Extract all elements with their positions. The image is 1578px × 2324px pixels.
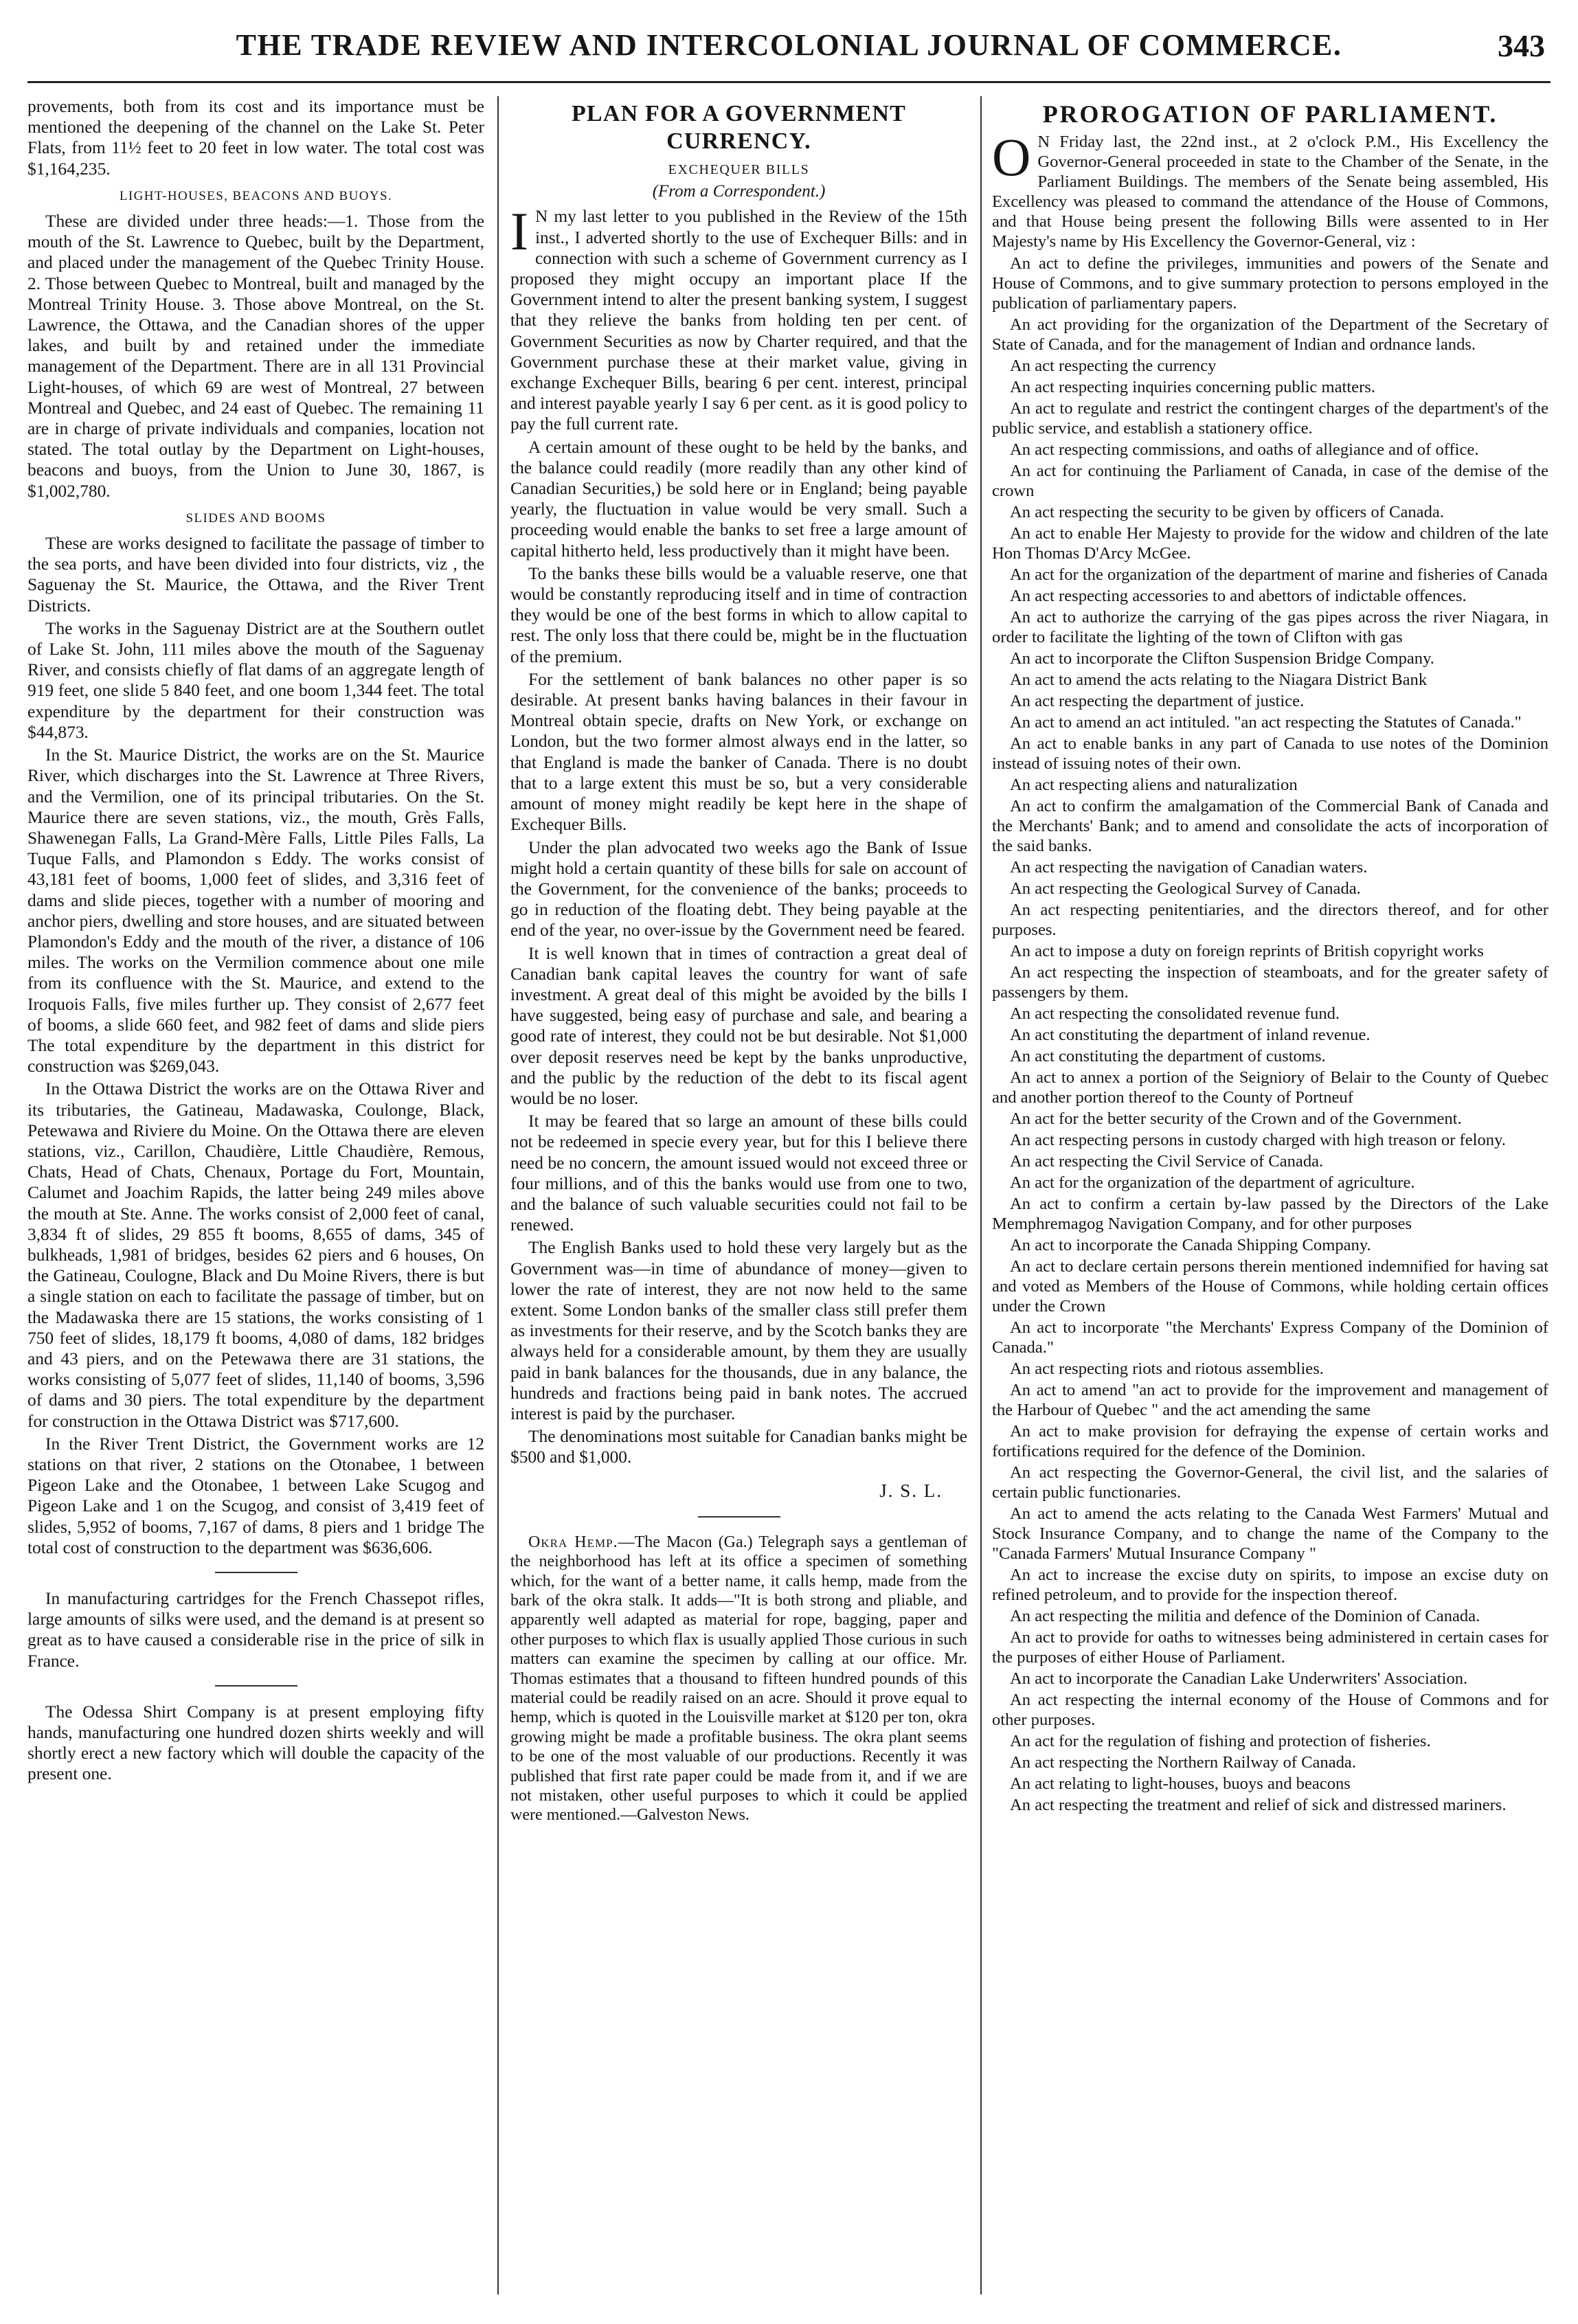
paragraph [992,127,1548,251]
act-item: An act to annex a portion of the Seigniory of Belair to the County of Quebec and another portion thereof to the County of Portneuf [992,1068,1548,1107]
act-item: An act to increase the excise duty on spirits, to impose an excise duty on refined petroleum, and to provide for the inspection thereof. [992,1566,1548,1604]
act-item: An act to authorize the carrying of the gas pipes across the river Niagara, in order to facilitate the lighting of the town of Clifton with gas [992,608,1548,646]
paragraph: To the banks these bills would be a valuable reserve, one that would be constantly reproducing itself and in time of contraction they would be one of the best forms in which to allow capital to rest. The only loss that there could be, might be in the fluctuation of the premium. [510,563,967,666]
byline: (From a Correspondent.) [652,182,826,201]
act-item: An act to provide for oaths to witnesses being administered in certain cases for the purposes of either House of Parliament. [992,1628,1548,1667]
paragraph: It is well known that in times of contraction a great deal of Canadian bank capital leaves the country for want of safe investment. A great deal of this might be avoided by the bills I have suggested, being easy of purchase and sale, and bearing a good rate of interest, they could not be but desirable. Not $1,000 over deposit reserves need be kept by the banks unproductive, and the public by the reduction of the debt to its fiscal agent would be no loser. [510,943,967,1108]
paragraph: The denominations most suitable for Canadian banks might be $500 and $1,000. [510,1427,967,1467]
act-item: An act respecting the Governor-General, the civil list, and the salaries of certain public functionaries. [992,1463,1548,1502]
act-item: An act to amend "an act to provide for the improvement and management of the Harbour of Quebec " and the act amending the same [992,1381,1548,1419]
act-item: An act respecting persons in custody charged with high treason or felony. [1010,1131,1506,1149]
signature: J. S. L. [879,1480,943,1501]
column-divider [980,96,982,2294]
paragraph: provements, both from its cost and its importance must be mentioned the deepening of the channel on the Lake St. Peter Flats, from 11½ feet to 20 feet in low water. The total cost was $1,164,235. [27,97,484,179]
act-item: An act respecting the consolidated revenue fund. [1010,1004,1340,1023]
paragraph-text: N my last letter to you published in the Review of the 15th inst., I adverted shortly to the use of Exchequer Bills: and in connection with such a scheme of Government currency as I proposed they might occupy an important place If the Government intend to alter the present banking system, I suggest that they relieve the banks from holding ten per cent. of Government Securities as now by Charter required, and that the Government purchase these at their market value, giving in exchange Exchequer Bills, bearing 6 per cent. interest, principal and interest payable yearly I say 6 per cent. as it is good policy to pay the full current rate. [510,207,967,434]
act-item: An act relating to light-houses, buoys and beacons [1010,1774,1351,1793]
paragraph: In the Ottawa District the works are on the Ottawa River and its tributaries, the Gatineau, Madawaska, Coulonge, Black, Petewawa and Riviere du Moine. On the Ottawa there are eleven stations, viz., Carillon, Chaudière, Little Chaudière, Remous, Chats, Head of Chats, Chenaux, Portage du Fort, Mountain, Calumet and Joachim Rapids, the latter being 249 miles above the mouth at Ste. Anne. The works consist of 2,000 feet of canal, 3,834 ft of slides, 29 855 ft booms, 8,655 of dams, 345 of bulkheads, 1,981 of bridges, besides 62 piers and 6 houses, On the Gatineau, Coulogne, Black and Du Moine Rivers, there is but a single station on each to facilitate the passage of timber, but on the Madawaska there are 15 stations, the works consisting of 1 750 feet of slides, 18,179 ft booms, 4,080 of dams, 182 bridges and 43 piers, and on the Petewawa there are 31 stations, the works consisting of 5,077 feet of slides, 11,140 of booms, 3,596 of dams and 30 piers. The total expenditure by the department for construction in the Ottawa District was $717,600. [27,1079,484,1431]
act-item: An act respecting the internal economy of the House of Commons and for other purposes. [992,1691,1548,1729]
act-item: An act respecting commissions, and oaths of allegiance and of office. [1010,440,1479,459]
separator-rule [698,1516,780,1518]
paragraph: In the River Trent District, the Government works are 12 stations on that river, 2 stations on the Otonabee, 1 between Pigeon Lake and the Otonabee, 1 between Lake Scugog and Pigeon Lake and 1 on the Scugog, and consist of 3,419 feet of slides, 5,952 of booms, 7,167 of dams, 8 piers and 1 bridge The total cost of construction to the department was $636,606. [27,1434,484,1557]
act-item: An act respecting riots and riotous assemblies. [1010,1360,1324,1378]
header-rule [27,81,1551,83]
paragraph: In the St. Maurice District, the works are on the St. Maurice River, which discharges into the St. Lawrence at Three Rivers, and the Vermilion, one of its principal tributaries. On the St. Maurice there are seven stations, viz., the mouth, Grès Falls, Shawenegan Falls, La Grand-Mère Falls, Little Piles Falls, La Tuque Falls, and Plamondon s Eddy. The works consist of 43,181 feet of booms, 1,000 feet of slides, and 3,316 feet of dams and slide pieces, together with a number of mooring and anchor piers, dwelling and store houses, and are situated between Plamondon's Eddy and the mouth of the river, a distance of 106 miles. The works on the Vermilion commence about one mile from its confluence with the St. Maurice, and extend to the Iroquois Falls, five miles further up. They consist of 2,677 feet of booms, a slide 660 feet, and 982 feet of dams and slide piers The total expenditure by the department in this district for construction was $269,043. [27,745,484,1076]
act-item: An act to confirm the amalgamation of the Commercial Bank of Canada and the Merchants' Bank; and to amend and consolidate the acts of incorporation of the said banks. [992,797,1548,855]
paragraph: The English Banks used to hold these very largely but as the Government was—in time of abundance of money—given to lower the rate of interest, they are not now held to the same extent. Some London banks of the smaller class still prefer them as investments for their reserve, and by the Scotch banks they are always held for a considerable amount, by them they are usually paid in bank balances for the thousands, due in any balance, the hundreds and fractions being paid in bank notes. The accrued interest is paid by the purchaser. [510,1238,967,1423]
act-item: An act to amend an act intituled. "an act respecting the Statutes of Canada." [1010,713,1522,732]
masthead [0,27,1578,89]
act-item: An act to declare certain persons therein mentioned indemnified for having sat and voted as Members of the House of Commons, while holding certain offices under the Crown [992,1257,1548,1316]
act-item: An act to incorporate the Canadian Lake Underwriters' Association. [1010,1669,1468,1688]
news-item: In manufacturing cartridges for the French Chassepot rifles, large amounts of silks were used, and the demand is at present so great as to have caused a considerable rise in the price of silk in France. [27,1589,484,1671]
act-item: An act respecting the Northern Railway of Canada. [1010,1753,1356,1772]
act-item: An act to define the privileges, immunities and powers of the Senate and House of Commons, and to give summary protection to persons employed in the publication of parliamentary papers. [992,254,1548,313]
paragraph [510,201,967,434]
page-number: 343 [1498,28,1545,63]
act-item: An act to impose a duty on foreign reprints of British copyright works [1010,942,1484,960]
section-subheading: LIGHT-HOUSES, BEACONS AND BUOYS. [119,188,393,203]
paragraph: The works in the Saguenay District are at the Southern outlet of Lake St. John, 111 miles above the mouth of the Saguenay River, and consists chiefly of flat dams of an aggregate length of 919 feet, one slide 5 840 feet, and one boom 1,344 feet. The total expenditure by the department for their construction was $44,873. [27,618,484,742]
act-item: An act to make provision for defraying the expense of certain works and fortifications required for the defence of the Dominion. [992,1422,1548,1460]
act-item: An act providing for the organization of the Department of the Secretary of State of Canada, and for the management of Indian and ordnance lands. [992,315,1548,354]
act-item: An act for the organization of the department of agriculture. [1010,1173,1415,1192]
act-item: An act respecting the militia and defence of the Dominion of Canada. [1010,1607,1480,1625]
act-item: An act respecting the Geological Survey of Canada. [1010,879,1361,898]
act-item: An act respecting inquiries concerning public matters. [1010,378,1376,396]
act-item: An act to enable banks in any part of Canada to use notes of the Dominion instead of issuing notes of their own. [992,734,1548,773]
act-item: An act respecting the treatment and relief of sick and distressed mariners. [1010,1796,1507,1814]
separator-rule [215,1572,297,1573]
item-lead: Okra Hemp. [528,1533,618,1551]
column-divider [497,96,499,2294]
journal-title: THE TRADE REVIEW AND INTERCOLONIAL JOURNAL OF COMMERCE. [236,28,1342,62]
act-item: An act to incorporate "the Merchants' Express Company of the Dominion of Canada." [992,1318,1548,1357]
article-subheading: EXCHEQUER BILLS [668,162,810,177]
act-item: An act respecting penitentiaries, and the directors thereof, and for other purposes. [992,901,1548,939]
news-item [510,1533,967,1825]
paragraph: It may be feared that so large an amount of these bills could not be redeemed in specie every year, but for this I believe there need be no concern, the amount issued would not exceed three or four millions, and of this the banks would use from one to two, and the balance of such valuable securities could not fail to be renewed. [510,1112,967,1235]
act-item: An act to amend the acts relating to the Canada West Farmers' Mutual and Stock Insurance Company, and to change the name of the Company to the "Canada Farmers' Mutual Insurance Company " [992,1504,1548,1563]
act-item: An act to incorporate the Clifton Suspension Bridge Company. [1010,649,1434,668]
act-item: An act to enable Her Majesty to provide for the widow and children of the late Hon Thomas D'Arcy McGee. [992,524,1548,563]
drop-cap: O [992,127,1031,187]
paragraph: For the settlement of bank balances no other paper is so desirable. At present banks having balances in their favour in Montreal obtain specie, drafts on New York, or exchange on London, but the two former almost always end in the latter, so that England is made the banker of Canada. There is no doubt that to a large extent this must be so, but a very considerable amount of money might readily be kept here in the shape of Exchequer Bills. [510,669,967,835]
act-item: An act to amend the acts relating to the Niagara District Bank [1010,670,1428,689]
article-heading: PROROGATION OF PARLIAMENT. [1042,100,1498,128]
paragraph: These are divided under three heads:—1. Those from the mouth of the St. Lawrence to Quebec, built by the Department, and placed under the management of the Quebec Trinity House. 2. Those between Quebec to Montreal, built and managed by the Montreal Trinity House. 3. Those above Montreal, on the St. Lawrence, the Ottawa, and the Canadian shores of the upper lakes, and built by and retained under the immediate management of the Department. There are in all 131 Provincial Light-houses, of which 69 are west of Montreal, 27 between Montreal and Quebec, and 24 east of Quebec. The remaining 11 are in charge of private individuals and companies, location not stated. The total outlay by the Department on Light-houses, beacons and buoys, from the Union to June 30, 1867, is $1,002,780. [27,212,484,501]
act-item: An act respecting the currency [1010,357,1217,375]
item-text: —The Macon (Ga.) Telegraph says a gentleman of the neighborhood has left at its office a specimen of something which, for the want of a better name, it calls hemp, made from the bark of the okra stalk. It adds—"It is both strong and pliable, and apparently well adapted as material for rope, bagging, paper and other purposes to which flax is usually applied Those curious in such matters can examine the specimen by calling at our office. Mr. Thomas estimates that a thousand to fifteen hundred pounds of this material could be readily raised on an acre. Should it prove equal to hemp, which is quoted in the Louisville market at $120 per ton, okra growing might be made a profitable business. The okra plant seems to be one of the most valuable of our productions. Recently it was published that first rate paper could be made from it, and if we are not mistaken, other useful purposes to which it could be applied were mentioned.—Galveston News. [510,1533,967,1825]
separator-rule [215,1685,297,1686]
act-item: An act respecting accessories to and abettors of indictable offences. [1010,587,1467,605]
act-item: An act to confirm a certain by-law passed by the Directors of the Lake Memphremagog Navigation Company, and for other purposes [992,1195,1548,1233]
act-item: An act respecting the security to be given by officers of Canada. [1010,503,1444,521]
act-item: An act respecting the Civil Service of Canada. [1010,1152,1324,1171]
act-item: An act for the organization of the department of marine and fisheries of Canada [1010,565,1548,584]
act-item: An act for the regulation of fishing and protection of fisheries. [1010,1732,1431,1750]
paragraph-text: N Friday last, the 22nd inst., at 2 o'clock P.M., His Excellency the Governor-General proceeded in state to the Chamber of the Senate, in the Parliament Buildings. The members of the Senate being assembled, His Excellency was pleased to command the attendance of the House of Commons, and that House being present the following Bills were assented to in Her Majesty's name by His Excellency the Governor-General, viz : [992,133,1548,251]
acts-list [992,253,1548,1815]
paragraph: A certain amount of these ought to be held by the banks, and the balance could readily (more readily than any other kind of Canadian Securities,) be sold here or in England; being payable yearly, the fluctuation in value would be very small. Such a proceeding would enable the banks to set free a large amount of capital hitherto held, less productively than it might have been. [510,437,967,561]
section-subheading: SLIDES AND BOOMS [185,510,326,526]
paragraph: These are works designed to facilitate the passage of timber to the sea ports, and have been divided into four districts, viz , the Saguenay the St. Maurice, the Ottawa, and the River Trent Districts. [27,534,484,616]
act-item: An act to regulate and restrict the contingent charges of the department's of the public service, and establish a stationery office. [992,399,1548,438]
article-heading: PLAN FOR A GOVERNMENT CURRENCY. [571,101,907,154]
column-2 [510,96,967,2298]
act-item: An act to incorporate the Canada Shipping Company. [1010,1236,1371,1254]
act-item: An act respecting the department of justice. [1010,692,1305,710]
act-item: An act constituting the department of inland revenue. [1010,1026,1371,1044]
act-item: An act respecting aliens and naturalization [1010,776,1298,794]
act-item: An act for continuing the Parliament of Canada, in case of the demise of the crown [992,462,1548,500]
act-item: An act respecting the inspection of steamboats, and for the greater safety of passengers by them. [992,963,1548,1002]
paragraph: Under the plan advocated two weeks ago the Bank of Issue might hold a certain quantity of these bills for sale on account of the Government, for the convenience of the banks; proceeds to go in reduction of the floating debt. They being payable at the end of the year, no over-issue by the Government need be feared. [510,837,967,940]
act-item: An act for the better security of the Crown and of the Government. [1010,1109,1462,1128]
drop-cap: I [510,201,528,262]
act-item: An act constituting the department of customs. [1010,1047,1326,1065]
column-3 [992,96,1548,2298]
act-item: An act respecting the navigation of Canadian waters. [1010,858,1368,877]
news-item: The Odessa Shirt Company is at present employing fifty hands, manufacturing one hundred dozen shirts weekly and will shortly erect a new factory which will double the capacity of the present one. [27,1702,484,1784]
column-1 [27,96,484,2298]
